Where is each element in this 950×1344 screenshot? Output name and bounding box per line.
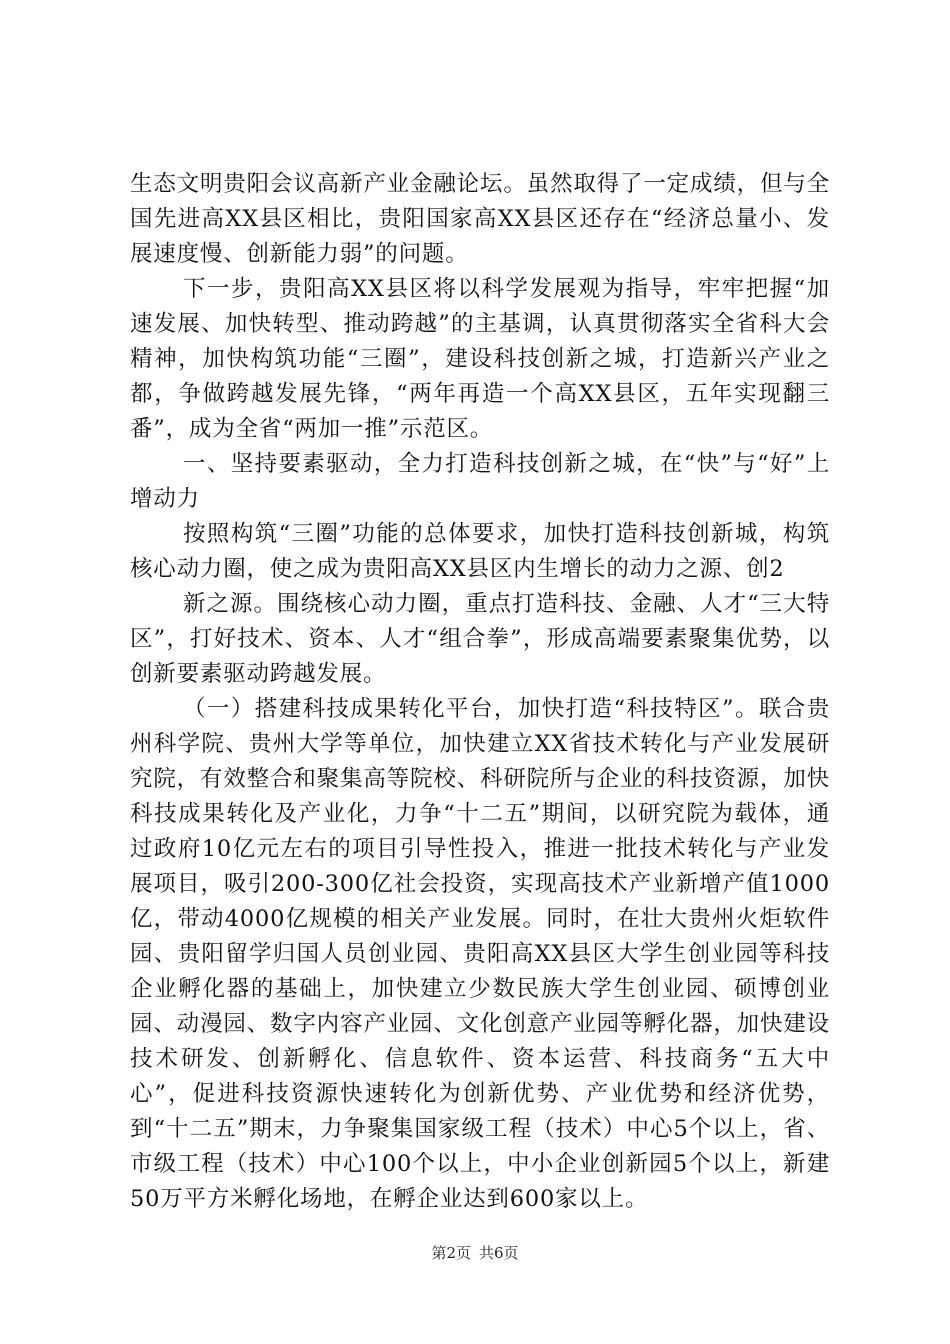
paragraph-4: 新之源。围绕核心动力圈，重点打造科技、金融、人才“三大特区”，打好技术、资本、人才“组合拳”，形成高端要素聚集优势，以创新要素驱动跨越发展。	[130, 591, 830, 687]
paragraph-5: （一）搭建科技成果转化平台，加快打造“科技特区”。联合贵州科学院、贵州大学等单位，加快建立XX省技术转化与产业发展研究院，有效整合和聚集高等院校、科研院所与企业的科技资源，加快科技成果转化及产业化，力争“十二五”期间，以研究院为载体，通过政府10亿元左右的项目引导性投入，推进一批技术转化与产业发展项目，吸引200-300亿社会投资，实现高技术产业新增产值1000亿，带动4000亿规模的相关产业发展。同时，在壮大贵州火炬软件园、贵阳留学归国人员创业园、贵阳高XX县区大学生创业园等科技企业孵化器的基础上，加快建立少数民族大学生创业园、硕博创业园、动漫园、数字内容产业园、文化创意产业园等孵化器，加快建设技术研发、创新孵化、信息软件、资本运营、科技商务“五大中心”，促进科技资源快速转化为创新优势、产业优势和经济优势，到“十二五”期末，力争聚集国家级工程（技术）中心5个以上，省、市级工程（技术）中心100个以上，中小企业创新园5个以上，新建50万平方米孵化场地，在孵企业达到600家以上。	[130, 696, 830, 1212]
paragraph-1: 生态文明贵阳会议高新产业金融论坛。虽然取得了一定成绩，但与全国先进高XX县区相比，贵阳国家高XX县区还存在“经济总量小、发展速度慢、创新能力弱”的问题。	[130, 171, 830, 267]
document-body	[130, 167, 830, 1217]
page-footer	[0, 1243, 950, 1263]
page-number: 第2页	[431, 1244, 471, 1262]
paragraph-3: 按照构筑“三圈”功能的总体要求，加快打造科技创新城，构筑核心动力圈，使之成为贵阳高XX县区内生增长的动力之源、创2	[130, 521, 830, 582]
page-total: 共6页	[479, 1244, 519, 1262]
paragraph-2: 下一步，贵阳高XX县区将以科学发展观为指导，牢牢把握“加速发展、加快转型、推动跨越”的主基调，认真贯彻落实全省科大会精神，加快构筑功能“三圈”，建设科技创新之城，打造新兴产业之都，争做跨越发展先锋，“两年再造一个高XX县区，五年实现翻三番”，成为全省“两加一推”示范区。	[130, 276, 830, 442]
section-heading: 一、坚持要素驱动，全力打造科技创新之城，在“快”与“好”上增动力	[130, 451, 830, 512]
